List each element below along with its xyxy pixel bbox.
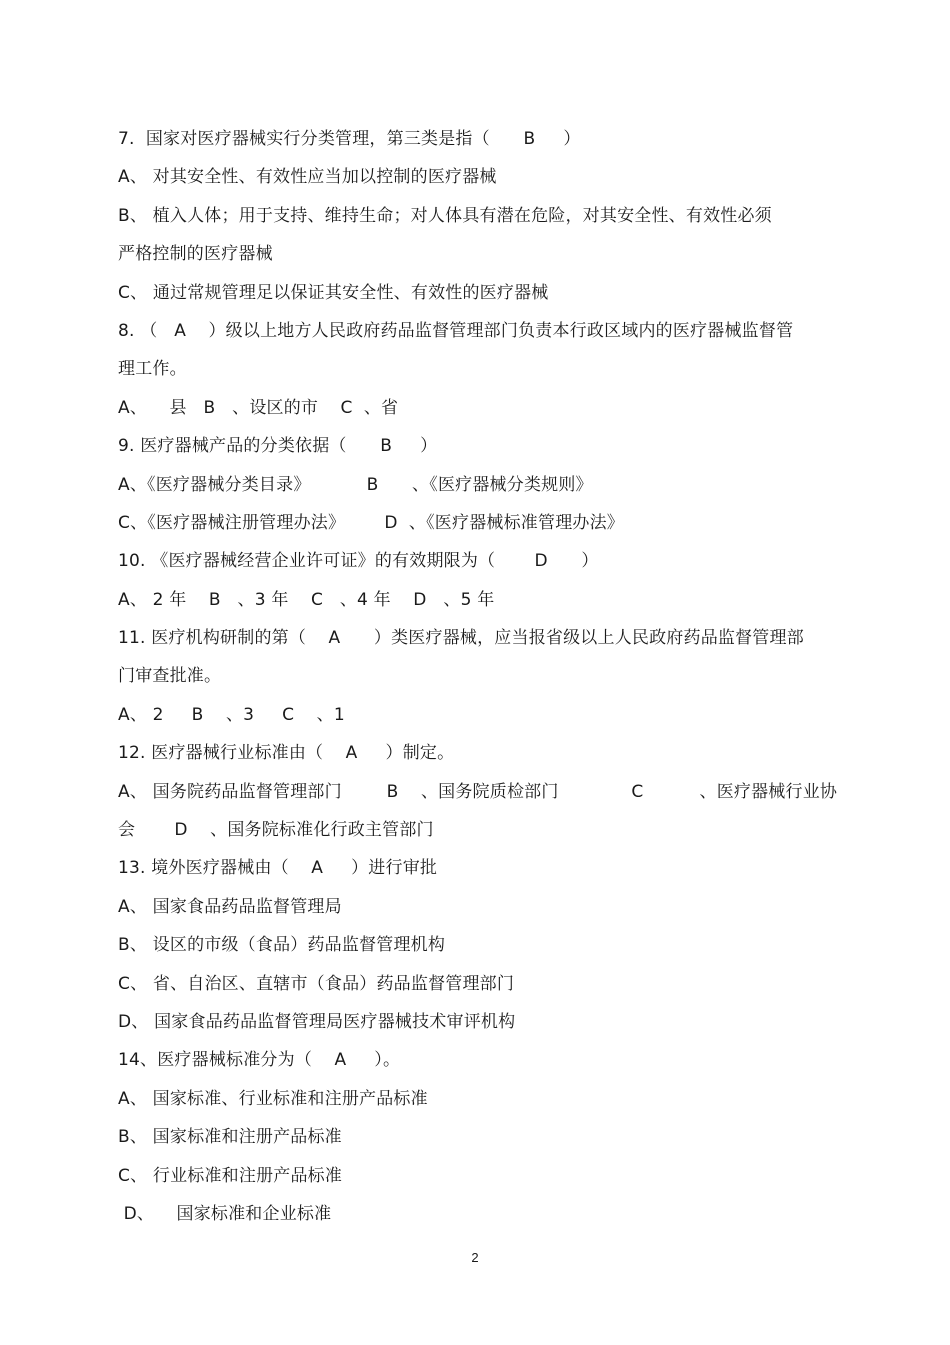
question-7: 7. 国家对医疗器械实行分类管理，第三类是指（ B ）	[118, 129, 581, 149]
question-11-continued: 门审查批准。	[118, 666, 222, 687]
page-number: 2	[471, 1250, 479, 1265]
question-13-option-d: D、 国家食品药品监督管理局医疗器械技术审评机构	[118, 1011, 516, 1032]
question-14-option-c: C、 行业标准和注册产品标准	[118, 1165, 343, 1186]
question-list	[118, 120, 848, 1233]
question-8-options: A、 县 B 、设区的市 C 、省	[118, 397, 399, 418]
question-12: 12. 医疗器械行业标准由（ A ）制定。	[118, 743, 455, 764]
question-7-option-a: A、 对其安全性、有效性应当加以控制的医疗器械	[118, 167, 497, 188]
question-13-option-b: B、 设区的市级（食品）药品监督管理机构	[118, 935, 446, 956]
question-10-options: A、 2 年 B 、3 年 C 、4 年 D 、5 年	[118, 589, 495, 610]
question-10: 10. 《医疗器械经营企业许可证》的有效期限为（ D ）	[118, 551, 599, 572]
question-14: 14、医疗器械标准分为（ A ）。	[118, 1050, 401, 1071]
question-9-options-ab: A、《医疗器械分类目录》 B 、《医疗器械分类规则》	[118, 474, 593, 495]
question-14-option-b: B、 国家标准和注册产品标准	[118, 1127, 342, 1148]
question-8-continued: 理工作。	[118, 359, 187, 380]
question-13: 13. 境外医疗器械由（ A ）进行审批	[118, 858, 438, 879]
question-9-options-cd: C、《医疗器械注册管理办法》 D 、《医疗器械标准管理办法》	[118, 512, 624, 533]
question-8: 8. （ A ）级以上地方人民政府药品监督管理部门负责本行政区域内的医疗器械监督管	[118, 320, 794, 341]
question-12-options-continued: 会 D 、国务院标准化行政主管部门	[118, 820, 434, 841]
question-9: 9. 医疗器械产品的分类依据（ B ）	[118, 436, 438, 457]
question-7-option-b-continued: 严格控制的医疗器械	[118, 244, 273, 265]
question-11: 11. 医疗机构研制的第（ A ）类医疗器械，应当报省级以上人民政府药品监督管理部	[118, 628, 804, 649]
question-14-option-d: D、 国家标准和企业标准	[118, 1203, 332, 1224]
question-14-option-a: A、 国家标准、行业标准和注册产品标准	[118, 1088, 428, 1109]
question-7-option-b: B、 植入人体；用于支持、维持生命；对人体具有潜在危险，对其安全性、有效性必须	[118, 205, 772, 226]
question-12-options: A、 国务院药品监督管理部门 B 、国务院质检部门 C 、医疗器械行业协	[118, 781, 838, 802]
question-13-option-c: C、 省、自治区、直辖市（食品）药品监督管理部门	[118, 973, 515, 994]
question-13-option-a: A、 国家食品药品监督管理局	[118, 896, 342, 917]
question-11-options: A、 2 B 、3 C 、1	[118, 704, 345, 725]
question-7-option-c: C、 通过常规管理足以保证其安全性、有效性的医疗器械	[118, 282, 549, 303]
